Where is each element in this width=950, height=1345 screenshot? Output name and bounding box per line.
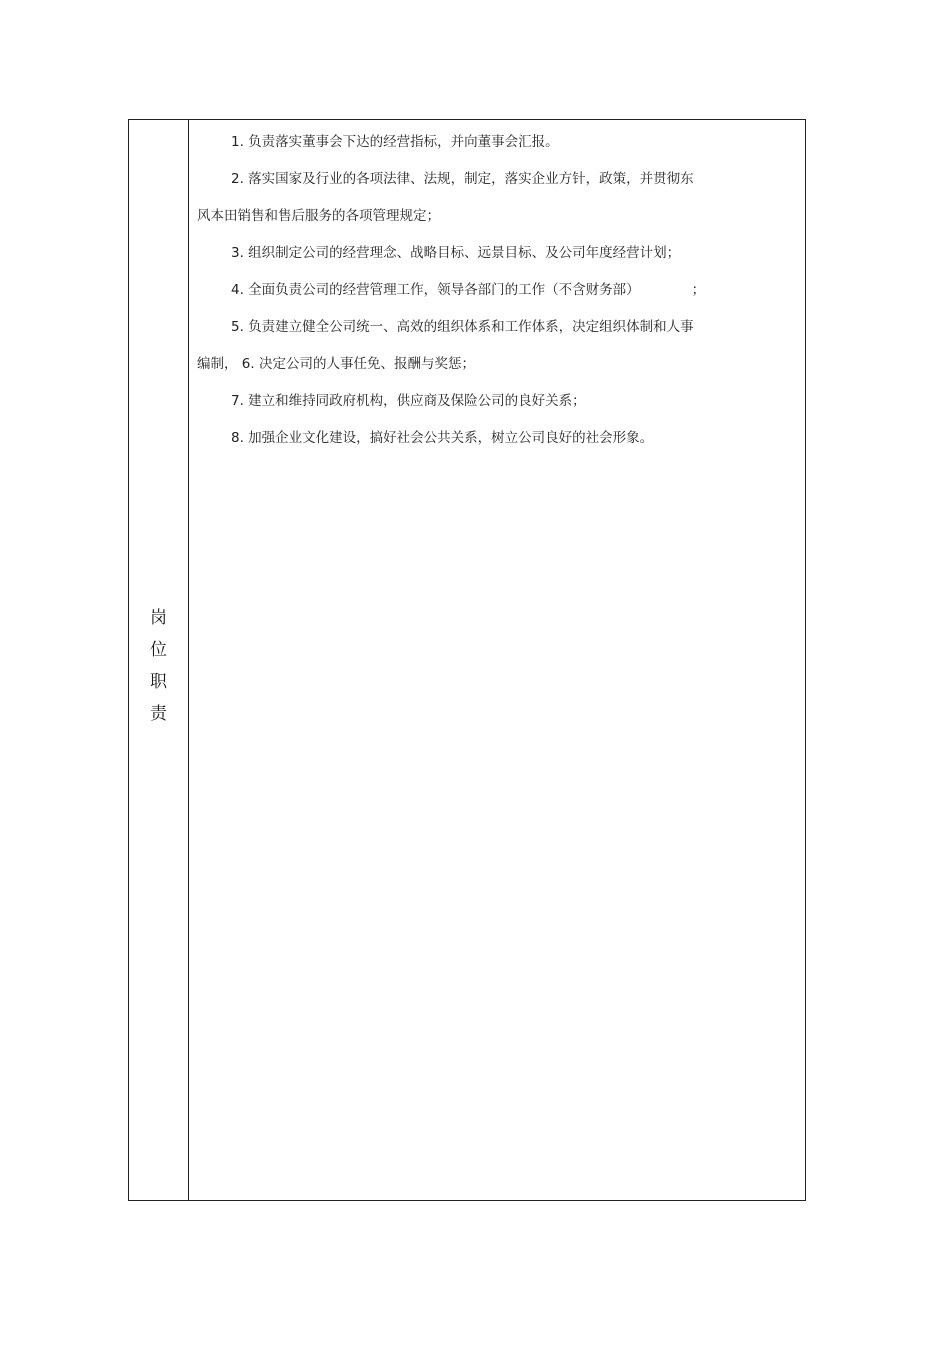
label-char: 位 — [150, 640, 167, 660]
duty-line-2-cont — [197, 198, 745, 235]
duty-line-text: 4. 全面负责公司的经营管理工作，领导各部门的工作（不含财务部） — [231, 282, 640, 298]
label-char: 岗 — [150, 608, 167, 628]
duty-line-text: 编制， 6. 决定公司的人事任免、报酬与奖惩； — [197, 356, 475, 372]
duties-content-cell — [189, 120, 805, 1200]
duty-line-text: 1. 负责落实董事会下达的经营指标，并向董事会汇报。 — [231, 134, 559, 150]
duty-line-7 — [197, 383, 745, 420]
duty-line-text: 7. 建立和维持同政府机构，供应商及保险公司的良好关系； — [231, 393, 586, 409]
duty-line-text: 3. 组织制定公司的经营理念、战略目标、远景目标、及公司年度经营计划； — [231, 245, 681, 261]
duty-line-5-cont — [197, 346, 745, 383]
label-char: 责 — [150, 704, 167, 724]
label-cell — [129, 120, 189, 1200]
duty-line-text: 风本田销售和售后服务的各项管理规定； — [197, 208, 440, 224]
job-duties-table — [128, 119, 806, 1201]
duty-line-5 — [197, 309, 745, 346]
duty-line-tail: ； — [691, 282, 706, 298]
duty-line-text: 2. 落实国家及行业的各项法律、法规，制定，落实企业方针，政策，并贯彻东 — [231, 171, 694, 187]
duty-line-text: 5. 负责建立健全公司统一、高效的组织体系和工作体系，决定组织体制和人事 — [231, 319, 694, 335]
duty-line-4 — [197, 272, 745, 309]
duty-line-3 — [197, 235, 745, 272]
label-char: 职 — [150, 672, 167, 692]
duty-line-1 — [197, 124, 745, 161]
duty-line-2 — [197, 161, 745, 198]
duty-line-text: 8. 加强企业文化建设，搞好社会公共关系，树立公司良好的社会形象。 — [231, 430, 654, 446]
label-text — [150, 602, 167, 730]
duty-line-8 — [197, 420, 745, 457]
